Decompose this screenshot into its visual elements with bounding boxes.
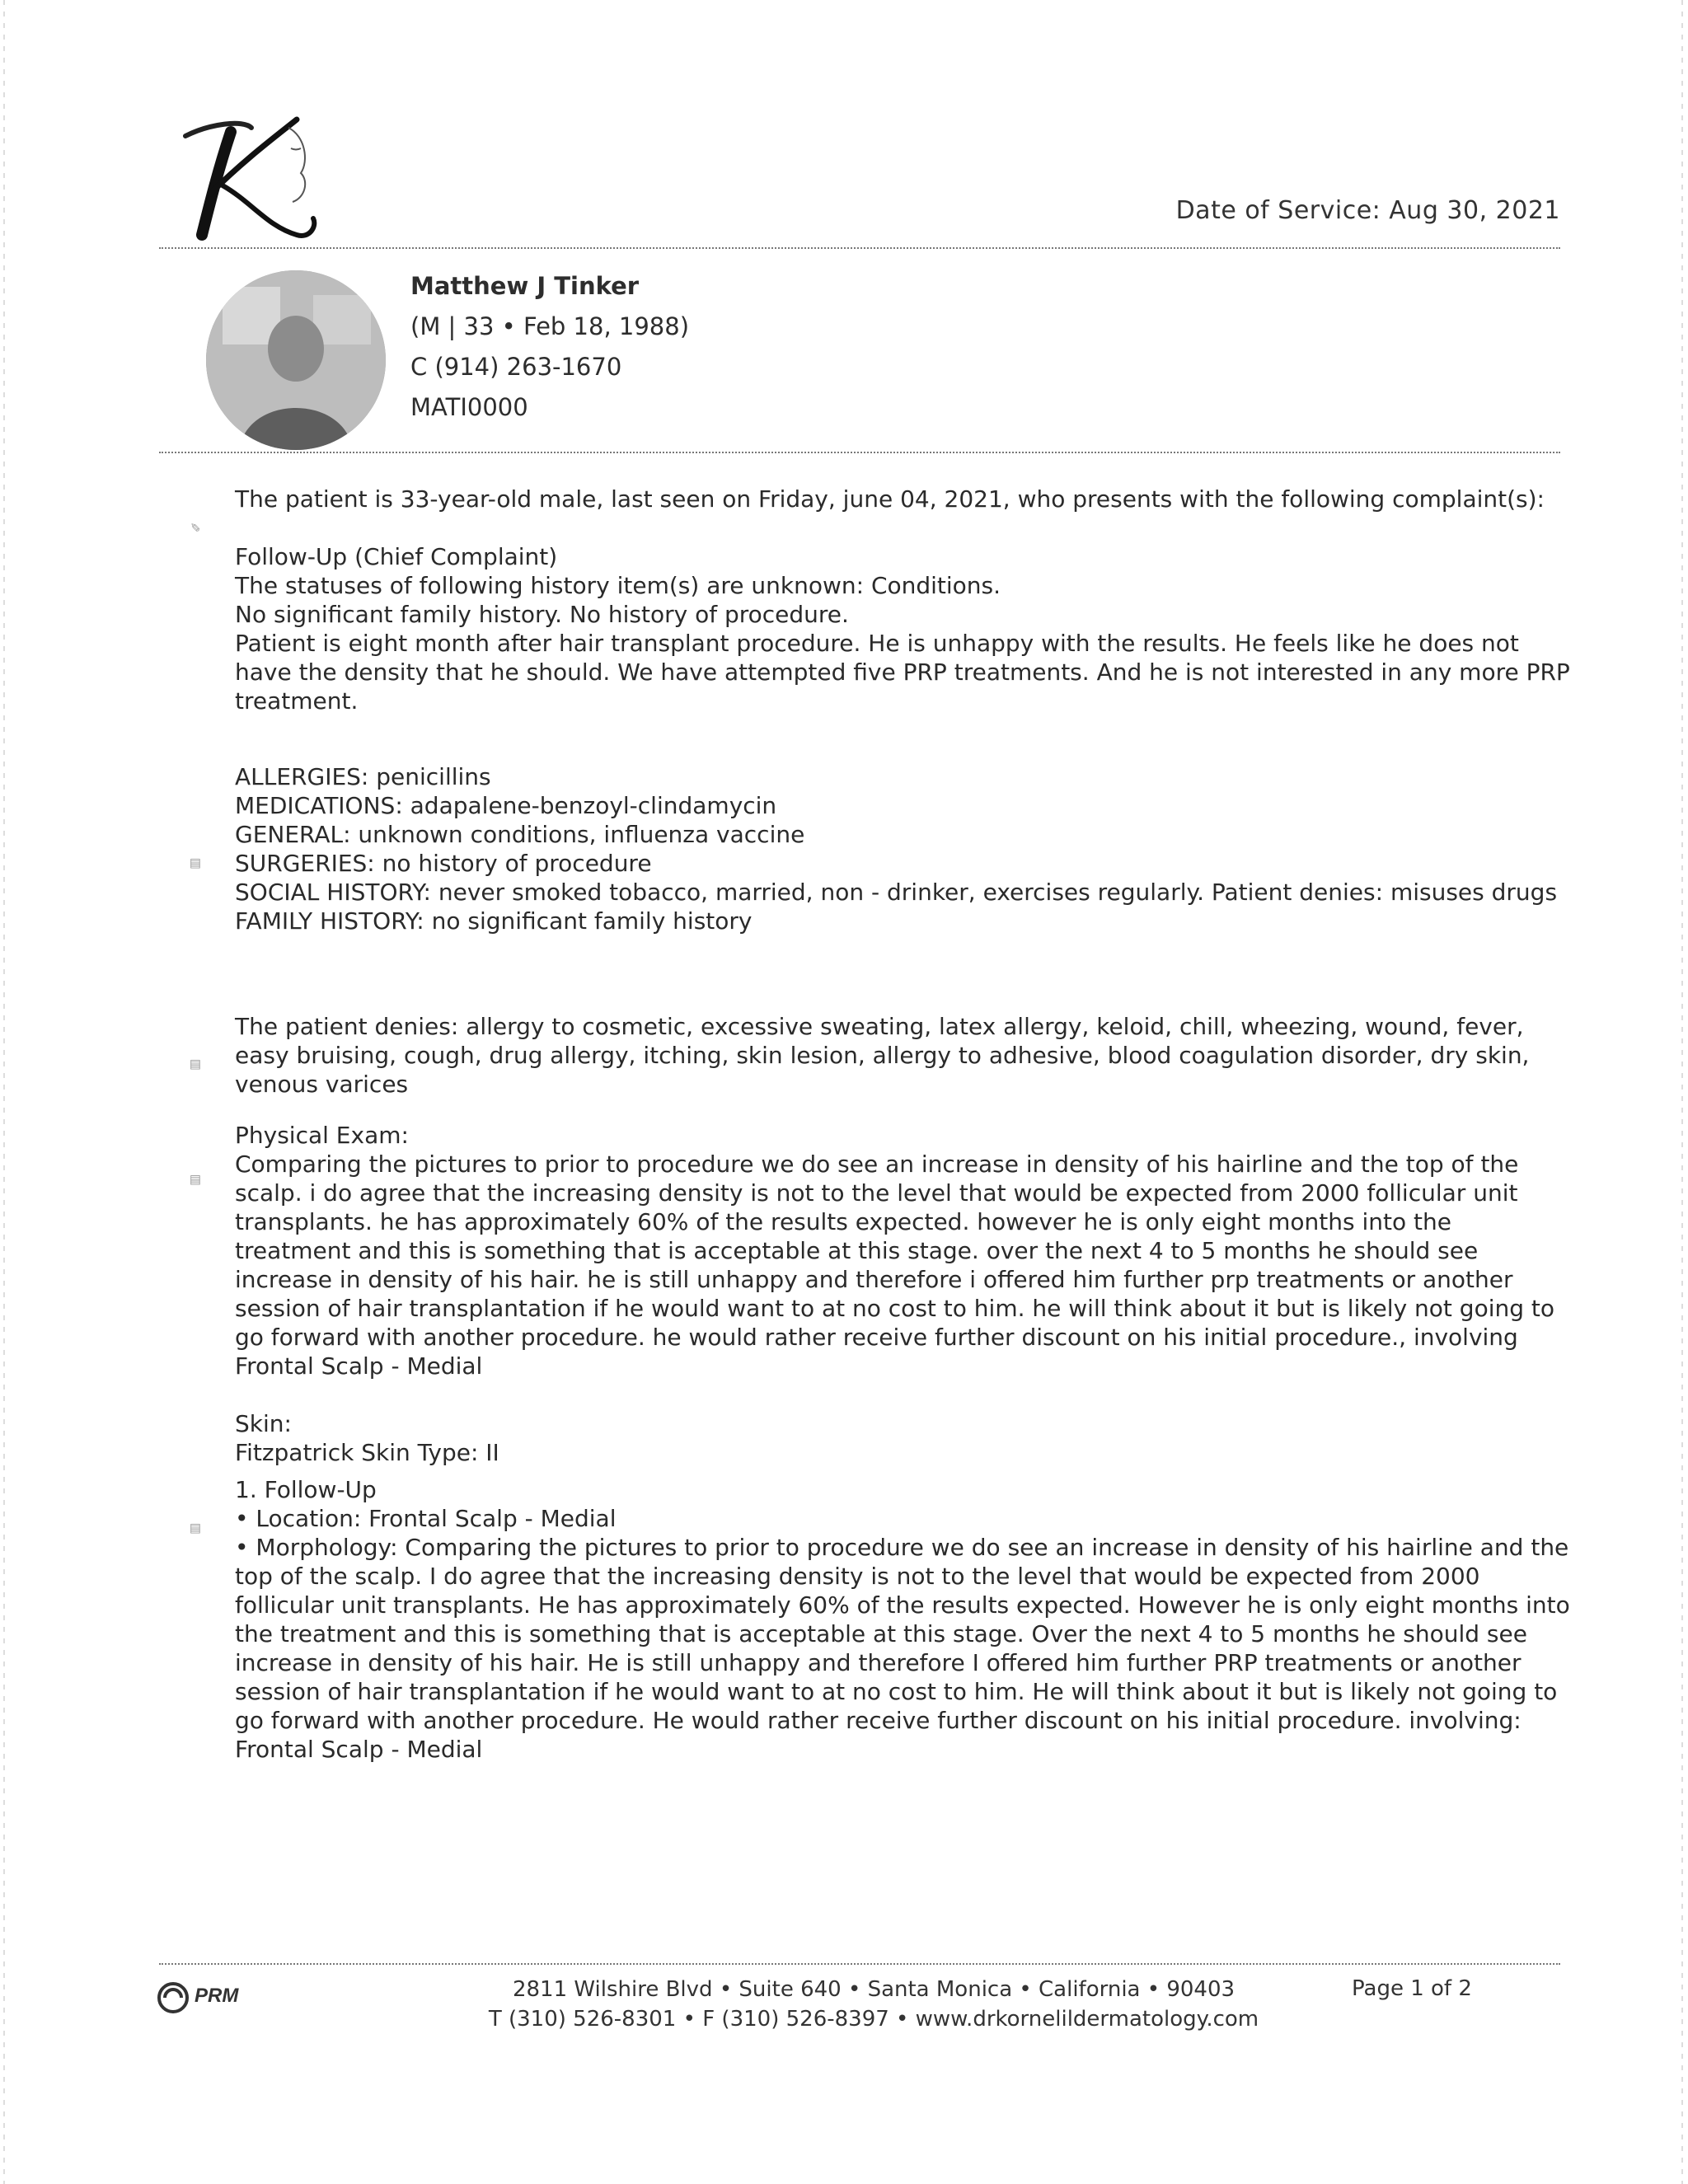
hpi-line: Patient is eight month after hair transplant procedure. He is unhappy with the results. He feels like he does not have the density that he should. We have attempted five PRP treatments. And he is not interested in any more PRP treatment.	[235, 630, 1570, 715]
hpi-line: Follow-Up (Chief Complaint)	[235, 543, 558, 570]
hpi-line: No significant family history. No history of procedure.	[235, 601, 849, 628]
history-line: GENERAL: unknown conditions, influenza vaccine	[235, 821, 805, 848]
hpi-section	[235, 485, 1570, 715]
page-number: Page 1 of 2	[1352, 1976, 1472, 2001]
history-section	[235, 762, 1570, 935]
skin-text: Fitzpatrick Skin Type: II	[235, 1439, 499, 1466]
exam-section	[235, 1121, 1570, 1467]
header-divider	[159, 247, 1560, 249]
prm-logo-icon	[157, 1981, 190, 2014]
scan-edge-left	[3, 0, 5, 2184]
history-line: FAMILY HISTORY: no significant family history	[235, 907, 753, 935]
ros-side-icon: ▤	[188, 1057, 203, 1073]
exam-text: Comparing the pictures to prior to procedure we do see an increase in density of his hairline and the top of the scalp. i do agree that the increasing density is not to the level that would be expected from 2000 follicular unit transplants. he has approximately 60% of the results expected. however he is only eight months into the treatment and this is something that is acceptable at this stage. over the next 4 to 5 months he should see increase in density of his hair. he is still unhappy and therefore i offered him further prp treatments or another session of hair transplantation if he would want to at no cost to him. he will think about it but is likely not going to go forward with another procedure. he would rather receive further discount on his initial procedure., involving Frontal Scalp - Medial	[235, 1151, 1555, 1380]
history-line: ALLERGIES: penicillins	[235, 763, 491, 790]
ros-section	[235, 1012, 1570, 1099]
exam-side-icon: ▤	[188, 1173, 203, 1188]
assessment-morphology: • Morphology: Comparing the pictures to prior to procedure we do see an increase in density of his hairline and the top of the scalp. I do agree that the increasing density is not to the level that would be expected from 2000 follicular unit transplants. He has approximately 60% of the results expected. However he is only eight months into the treatment and this is something that is acceptable at this stage. Over the next 4 to 5 months he should see increase in density of his hair. He is still unhappy and therefore I offered him further PRP treatments or another session of hair transplantation if he would want to at no cost to him. He will think about it but is likely not going to go forward with another procedure. He would rather receive further discount on his initial procedure. involving: Frontal Scalp - Medial	[235, 1534, 1570, 1763]
scan-edge-right	[1681, 0, 1683, 2184]
hpi-side-icon: ✎	[188, 518, 203, 534]
footer-address: 2811 Wilshire Blvd • Suite 640 • Santa Monica • California • 90403	[512, 1977, 1236, 2002]
assessment-section	[235, 1475, 1570, 1764]
date-of-service: Date of Service: Aug 30, 2021	[1175, 196, 1560, 225]
footer-divider	[159, 1963, 1560, 1965]
skin-heading: Skin:	[235, 1410, 292, 1437]
hpi-intro: The patient is 33-year-old male, last seen on Friday, june 04, 2021, who presents with the following complaint(s):	[235, 485, 1545, 513]
patient-mrn: MATI0000	[410, 393, 528, 421]
patient-phone: C (914) 263-1670	[410, 353, 622, 381]
exam-heading: Physical Exam:	[235, 1122, 409, 1149]
patient-demographics: (M | 33 • Feb 18, 1988)	[410, 312, 690, 340]
history-line: SOCIAL HISTORY: never smoked tobacco, married, non - drinker, exercises regularly. Patient denies: misuses drugs	[235, 879, 1558, 906]
assessment-side-icon: ▤	[188, 1521, 203, 1537]
history-side-icon: ▤	[188, 856, 203, 872]
patient-photo	[206, 270, 386, 450]
footer-logo	[157, 1978, 305, 2019]
footer-brand: PRM	[195, 1985, 239, 2007]
history-line: MEDICATIONS: adapalene-benzoyl-clindamycin	[235, 792, 777, 819]
assessment-title: 1. Follow-Up	[235, 1476, 377, 1503]
patient-divider	[159, 452, 1560, 453]
history-line: SURGERIES: no history of procedure	[235, 850, 652, 877]
patient-info	[410, 266, 689, 428]
ros-text: The patient denies: allergy to cosmetic, excessive sweating, latex allergy, keloid, chill, wheezing, wound, fever, easy bruising, cough, drug allergy, itching, skin lesion, allergy to adhesive, blood coagulation disorder, dry skin, venous varices	[235, 1013, 1530, 1098]
clinic-logo	[152, 103, 342, 243]
patient-name: Matthew J Tinker	[410, 272, 640, 300]
assessment-location: • Location: Frontal Scalp - Medial	[235, 1505, 617, 1532]
hpi-line: The statuses of following history item(s) are unknown: Conditions.	[235, 572, 1001, 599]
footer-contact: T (310) 526-8301 • F (310) 526-8397 • www.drkornelildermatology.com	[488, 2007, 1259, 2032]
